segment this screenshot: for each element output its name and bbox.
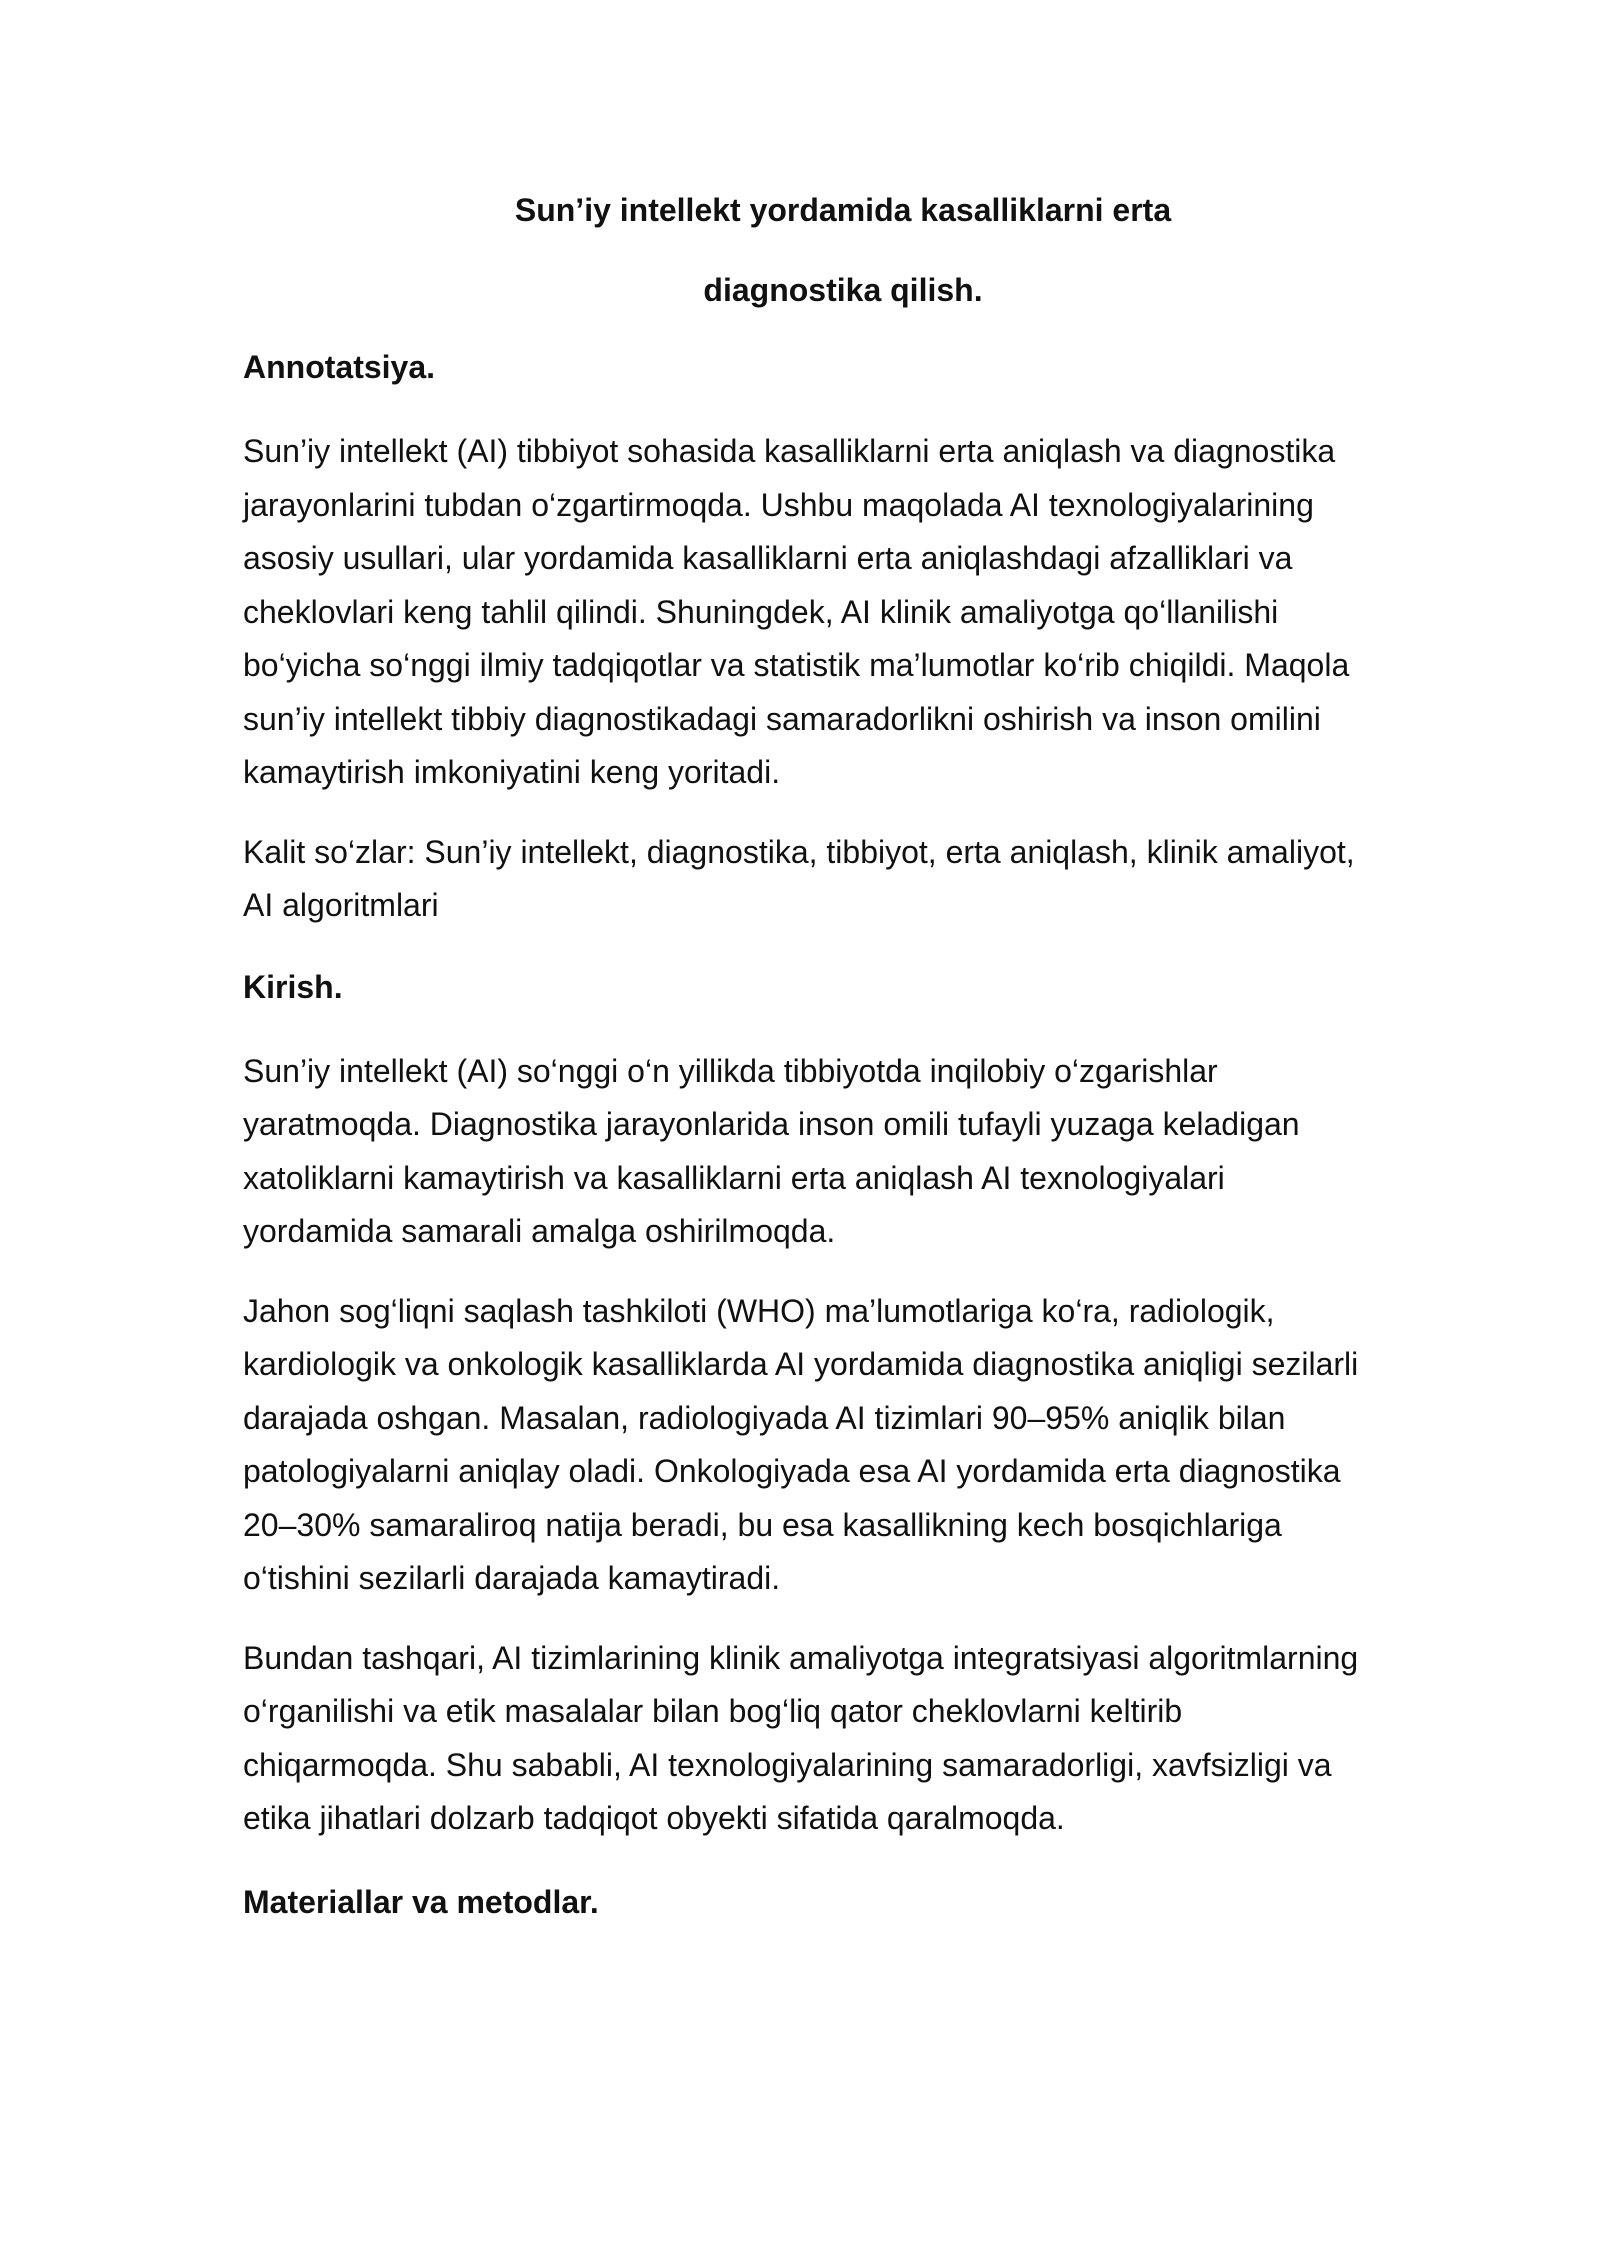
introduction-heading: Kirish. [243,968,343,1005]
keywords-paragraph: Kalit so‘zlar: Sun’iy intellekt, diagnostika, tibbiyot, erta aniqlash, klinik amaliyot, AI algoritmlari [243,833,1355,923]
document-title-line-1: Sun’iy intellekt yordamida kasalliklarni erta [514,192,1172,228]
annotation-paragraph: Sun’iy intellekt (AI) tibbiyot sohasida kasalliklarni erta aniqlash va diagnostika jarayonlarini tubdan o‘zgartirmoqda. Ushbu maqolada AI texnologiyalarining asosiy usullari, ular yordamida kasalliklarni erta aniqlashdagi afzalliklari va cheklovlari keng tahlil qilindi. Shuningdek, AI klinik amaliyotga qo‘llanilishi bo‘yicha so‘nggi ilmiy tadqiqotlar va statistik ma’lumotlar ko‘rib chiqildi. Maqola sun’iy intellekt tibbiy diagnostikadagi samaradorlikni oshirish va inson omilini kamaytirish imkoniyatini keng yoritadi. [243,433,1350,790]
introduction-paragraph-1: Sun’iy intellekt (AI) so‘nggi o‘n yillikda tibbiyotda inqilobiy o‘zgarishlar yaratmoqda. Diagnostika jarayonlarida inson omili tufayli yuzaga keladigan xatoliklarni kamaytirish va kasalliklarni erta aniqlash AI texnologiyalari yordamida samarali amalga oshirilmoqda. [243,1052,1300,1249]
introduction-paragraph-2: Jahon sog‘liqni saqlash tashkiloti (WHO) ma’lumotlariga ko‘ra, radiologik, kardiologik va onkologik kasalliklarda AI yordamida diagnostika aniqligi sezilarli darajada oshgan. Masalan, radiologiyada AI tizimlari 90–95% aniqlik bilan patologiyalarni aniqlay oladi. Onkologiyada esa AI yordamida erta diagnostika 20–30% samaraliroq natija beradi, bu esa kasallikning kech bosqichlariga o‘tishini sezilarli darajada kamaytiradi. [243,1292,1359,1596]
document-page [243,190,1383,1922]
introduction-paragraph-3: Bundan tashqari, AI tizimlarining klinik amaliyotga integratsiyasi algoritmlarning o‘rganilishi va etik masalalar bilan bog‘liq qator cheklovlarni keltirib chiqarmoqda. Shu sababli, AI texnologiyalarining samaradorligi, xavfsizligi va etika jihatlari dolzarb tadqiqot obyekti sifatida qaralmoqda. [243,1639,1359,1836]
document-title-line-2: diagnostika qilish. [703,272,983,308]
annotation-heading: Annotatsiya. [243,349,436,385]
materials-heading: Materiallar va metodlar. [243,1883,599,1920]
